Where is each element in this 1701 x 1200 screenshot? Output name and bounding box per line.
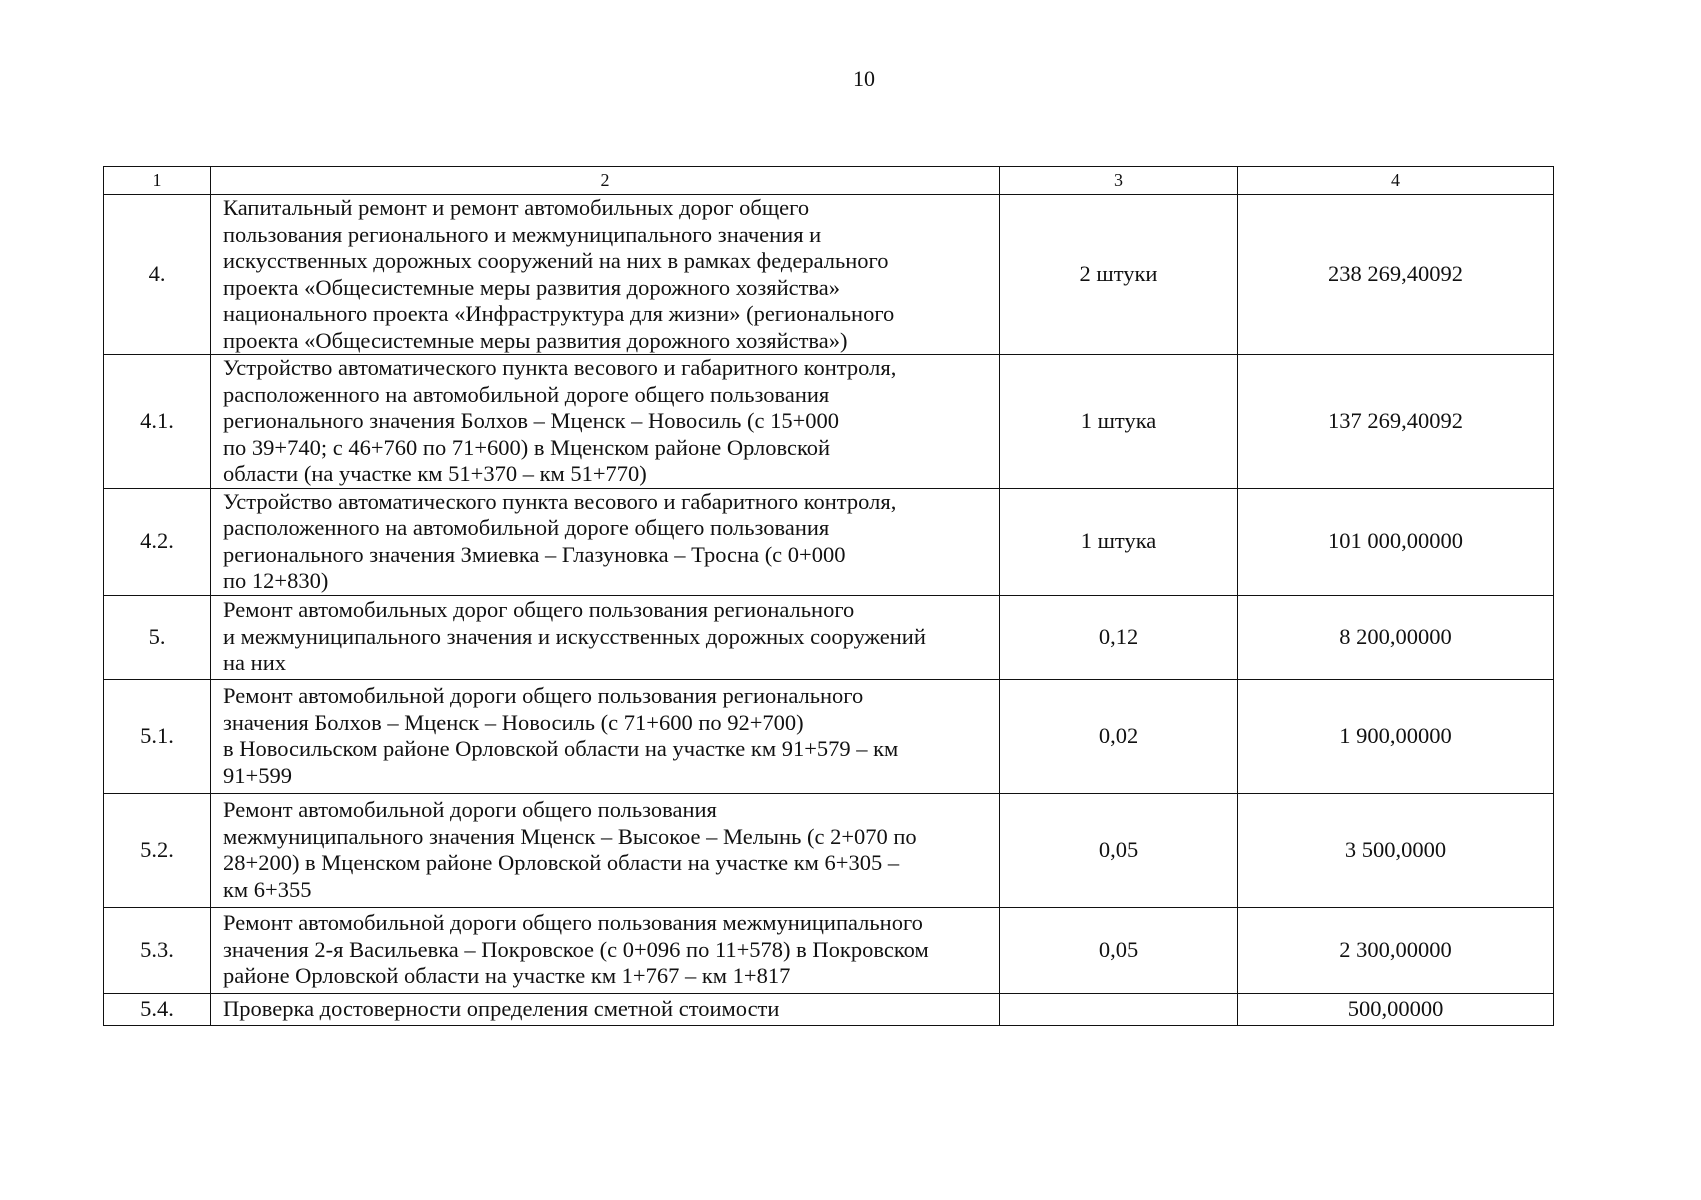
row-description: Ремонт автомобильной дороги общего пользования межмуниципального значения Мценск – Высокое – Мелынь (с 2+070 по 28+200) в Мценском районе Орловской области на участке км 6+305 – км 6+355 <box>211 793 1000 907</box>
row-description: Устройство автоматического пункта весового и габаритного контроля, расположенного на автомобильной дороге общего пользования регионального значения Змиевка – Глазуновка – Тросна (с 0+000 по 12+830) <box>211 488 1000 595</box>
row-quantity: 0,05 <box>1000 907 1238 993</box>
row-amount: 238 269,40092 <box>1238 195 1554 355</box>
column-header-2: 2 <box>211 167 1000 195</box>
row-description: Капитальный ремонт и ремонт автомобильных дорог общего пользования регионального и межмуниципального значения и искусственных дорожных сооружений на них в рамках федерального проекта «Общесистемные меры развития дорожного хозяйства» национального проекта «Инфраструктура для жизни» (регионального проекта «Общесистемные меры развития дорожного хозяйства») <box>211 195 1000 355</box>
table-row <box>104 993 1554 1025</box>
table-row <box>104 595 1554 679</box>
column-header-1: 1 <box>104 167 211 195</box>
row-quantity: 1 штука <box>1000 488 1238 595</box>
row-description: Ремонт автомобильной дороги общего пользования межмуниципального значения 2-я Васильевка – Покровское (с 0+096 по 11+578) в Покровском районе Орловской области на участке км 1+767 – км 1+817 <box>211 907 1000 993</box>
table-row <box>104 488 1554 595</box>
row-description: Устройство автоматического пункта весового и габаритного контроля, расположенного на автомобильной дороге общего пользования регионального значения Болхов – Мценск – Новосиль (с 15+000 по 39+740; с 46+760 по 71+600) в Мценском районе Орловской области (на участке км 51+370 – км 51+770) <box>211 355 1000 489</box>
row-number: 5.1. <box>104 679 211 793</box>
row-quantity: 0,02 <box>1000 679 1238 793</box>
table-row <box>104 679 1554 793</box>
table-row <box>104 793 1554 907</box>
row-number: 5.3. <box>104 907 211 993</box>
row-amount: 2 300,00000 <box>1238 907 1554 993</box>
row-description: Проверка достоверности определения сметной стоимости <box>211 993 1000 1025</box>
row-number: 4. <box>104 195 211 355</box>
row-number: 4.1. <box>104 355 211 489</box>
table-row <box>104 355 1554 489</box>
row-quantity <box>1000 993 1238 1025</box>
row-number: 4.2. <box>104 488 211 595</box>
row-description: Ремонт автомобильной дороги общего пользования регионального значения Болхов – Мценск – Новосиль (с 71+600 по 92+700) в Новосильском районе Орловской области на участке км 91+579 – км 91+599 <box>211 679 1000 793</box>
row-amount: 8 200,00000 <box>1238 595 1554 679</box>
column-header-4: 4 <box>1238 167 1554 195</box>
row-quantity: 1 штука <box>1000 355 1238 489</box>
row-description: Ремонт автомобильных дорог общего пользования регионального и межмуниципального значения и искусственных дорожных сооружений на них <box>211 595 1000 679</box>
page-number: 10 <box>853 66 875 91</box>
budget-table <box>103 166 1554 1026</box>
row-number: 5.4. <box>104 993 211 1025</box>
row-number: 5.2. <box>104 793 211 907</box>
row-amount: 137 269,40092 <box>1238 355 1554 489</box>
row-amount: 1 900,00000 <box>1238 679 1554 793</box>
row-amount: 3 500,0000 <box>1238 793 1554 907</box>
row-number: 5. <box>104 595 211 679</box>
row-quantity: 0,05 <box>1000 793 1238 907</box>
table-header-row <box>104 167 1554 195</box>
column-header-3: 3 <box>1000 167 1238 195</box>
row-amount: 101 000,00000 <box>1238 488 1554 595</box>
row-amount: 500,00000 <box>1238 993 1554 1025</box>
table-row <box>104 195 1554 355</box>
row-quantity: 2 штуки <box>1000 195 1238 355</box>
table-row <box>104 907 1554 993</box>
row-quantity: 0,12 <box>1000 595 1238 679</box>
